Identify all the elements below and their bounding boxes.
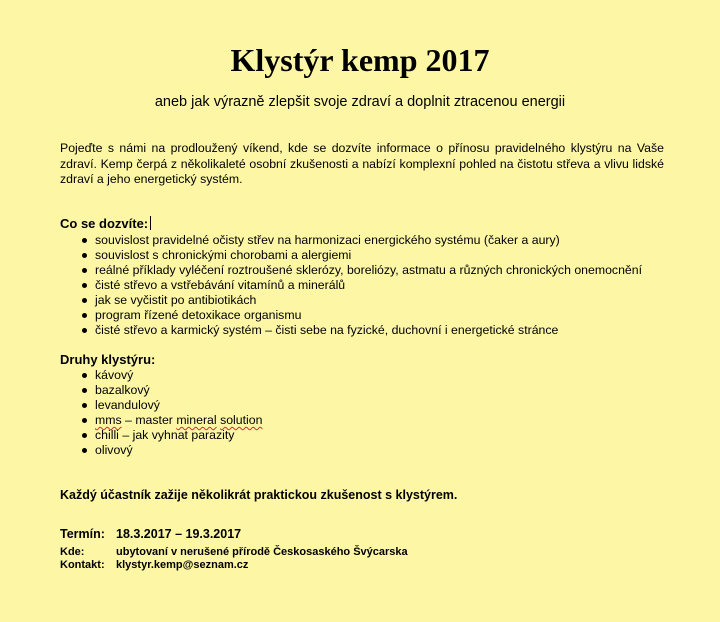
term-value: 18.3.2017 – 19.3.2017 [116,527,242,541]
intro-paragraph: Pojeďte s námi na prodloužený víkend, kde se dozvíte informace o přínosu pravidelného klystýru na Vaše zdraví. Kemp čerpá z několikaleté osobní zkušenosti a nabízí komplexní pohled na čistotu střeva a vlivu lidské zdraví a jeho energetický systém. [60,141,664,186]
list-item: jak se vyčistit po antibiotikách [78,293,642,308]
bullet-icon [82,448,87,453]
bullet-icon [82,433,87,438]
learn-heading [60,216,151,232]
types-list [78,368,262,458]
term-row [60,526,241,542]
closing-statement: Každý účastník zažije několikrát praktickou zkušenost s klystýrem. [60,488,458,502]
bullet-icon [82,268,87,273]
bullet-icon [82,253,87,258]
list-item: olivový [78,443,262,458]
list-item: souvislost pravidelné očisty střev na harmonizaci energického systému (čaker a aury) [78,233,642,248]
place-label: Kde: [60,546,85,558]
list-item: levandulový [78,398,262,413]
place-row [60,545,408,559]
bullet-icon [82,298,87,303]
bullet-icon [82,283,87,288]
learn-heading-text: Co se dozvíte: [60,216,149,231]
place-value: ubytovaní v nerušené přírodě Českosaského Švýcarska [116,546,408,558]
contact-label: Kontakt: [60,559,105,571]
misspelled-word: mineral [176,413,217,427]
bullet-icon [82,373,87,378]
list-item: reálné příklady vyléčení roztroušené sklerózy, boreliózy, astmatu a různých chronických onemocnění [78,263,642,278]
misspelled-word: solution [220,413,263,427]
types-heading: Druhy klystýru: [60,352,156,367]
list-item: bazalkový [78,383,262,398]
term-label: Termín: [60,527,105,541]
bullet-icon [82,388,87,393]
text-cursor [150,216,151,230]
page-title: Klystýr kemp 2017 [230,42,490,78]
bullet-icon [82,328,87,333]
list-item: čisté střevo a vstřebávání vitamínů a minerálů [78,278,642,293]
learn-list [78,233,642,338]
contact-row [60,558,248,572]
list-item: program řízené detoxikace organismu [78,308,642,323]
list-item: čisté střevo a karmický systém – čisti sebe na fyzické, duchovní i energetické stránce [78,323,642,338]
bullet-icon [82,403,87,408]
list-item: mms – master mineral solution [78,413,262,428]
bullet-icon [82,313,87,318]
misspelled-word: mms [95,413,122,427]
list-item: chilli – jak vyhnat parazity [78,428,262,443]
page-subtitle: aneb jak výrazně zlepšit svoje zdraví a doplnit ztracenou energii [154,94,566,110]
list-item: souvislost s chronickými chorobami a alergiemi [78,248,642,263]
list-item: kávový [78,368,262,383]
contact-email: klystyr.kemp@seznam.cz [116,559,249,571]
bullet-icon [82,418,87,423]
bullet-icon [82,238,87,243]
